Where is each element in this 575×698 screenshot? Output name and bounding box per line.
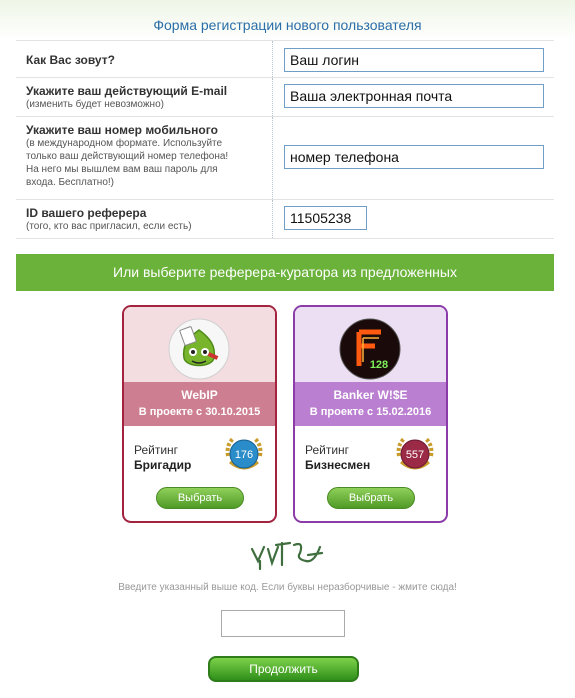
curator-since: В проекте с 15.02.2016 bbox=[309, 406, 432, 418]
laurel-badge-icon bbox=[222, 434, 266, 474]
phone-note-line-4: входа. Бесплатно!) bbox=[26, 177, 114, 188]
referrer-row bbox=[16, 199, 554, 239]
captcha-image bbox=[248, 535, 328, 573]
header bbox=[0, 0, 575, 40]
row-divider bbox=[272, 41, 273, 77]
name-row bbox=[16, 40, 554, 77]
row-divider bbox=[272, 78, 273, 116]
email-label: Укажите ваш действующий E-mail bbox=[26, 84, 228, 98]
curator-name: WebIP bbox=[181, 388, 218, 402]
phone-note-line-1: (в международном формате. Используйте bbox=[26, 138, 223, 149]
avatar bbox=[168, 318, 230, 380]
curator-since: В проекте с 30.10.2015 bbox=[138, 406, 261, 418]
continue-button[interactable]: Продолжить bbox=[208, 656, 359, 682]
email-row bbox=[16, 77, 554, 116]
registration-form bbox=[16, 40, 554, 239]
rating-label: Рейтинг bbox=[134, 443, 179, 457]
name-label: Как Вас зовут? bbox=[26, 53, 115, 67]
page-title: Форма регистрации нового пользователя bbox=[153, 17, 422, 33]
laurel-badge-icon bbox=[393, 434, 437, 474]
phone-input[interactable] bbox=[284, 145, 544, 169]
referrer-id-input[interactable] bbox=[284, 206, 367, 230]
row-divider bbox=[272, 117, 273, 199]
row-divider bbox=[272, 200, 273, 238]
email-note: (изменить будет невозможно) bbox=[26, 99, 164, 110]
choose-curator-button[interactable]: Выбрать bbox=[327, 487, 415, 509]
login-input[interactable] bbox=[284, 48, 544, 72]
referrer-note: (того, кто вас пригласил, если есть) bbox=[26, 221, 192, 232]
curator-name: Banker W!$E bbox=[333, 388, 408, 402]
choose-curator-button[interactable]: Выбрать bbox=[156, 487, 244, 509]
curator-card-banker-wise bbox=[293, 305, 448, 523]
captcha-input[interactable] bbox=[221, 610, 345, 637]
curator-choice-bar: Или выберите реферера-куратора из предложенных bbox=[16, 254, 554, 291]
phone-note-line-3: На него мы вышлем вам ваш пароль для bbox=[26, 164, 218, 175]
avatar bbox=[339, 318, 401, 380]
rating-label: Рейтинг bbox=[305, 443, 350, 457]
rating-rank: Бригадир bbox=[134, 458, 192, 472]
curator-card-webip bbox=[122, 305, 277, 523]
rating-score: 557 bbox=[405, 449, 425, 461]
captcha-hint-link[interactable]: Введите указанный выше код. Если буквы неразборчивые - жмите сюда! bbox=[118, 582, 457, 593]
email-input[interactable] bbox=[284, 84, 544, 108]
rating-rank: Бизнесмен bbox=[305, 458, 371, 472]
phone-label: Укажите ваш номер мобильного bbox=[26, 123, 218, 137]
rating-score: 176 bbox=[234, 449, 254, 461]
avatar-number: 128 bbox=[369, 359, 389, 371]
referrer-label: ID вашего реферера bbox=[26, 206, 147, 220]
phone-note-line-2: только ваш действующий номер телефона! bbox=[26, 151, 229, 162]
phone-row bbox=[16, 116, 554, 199]
